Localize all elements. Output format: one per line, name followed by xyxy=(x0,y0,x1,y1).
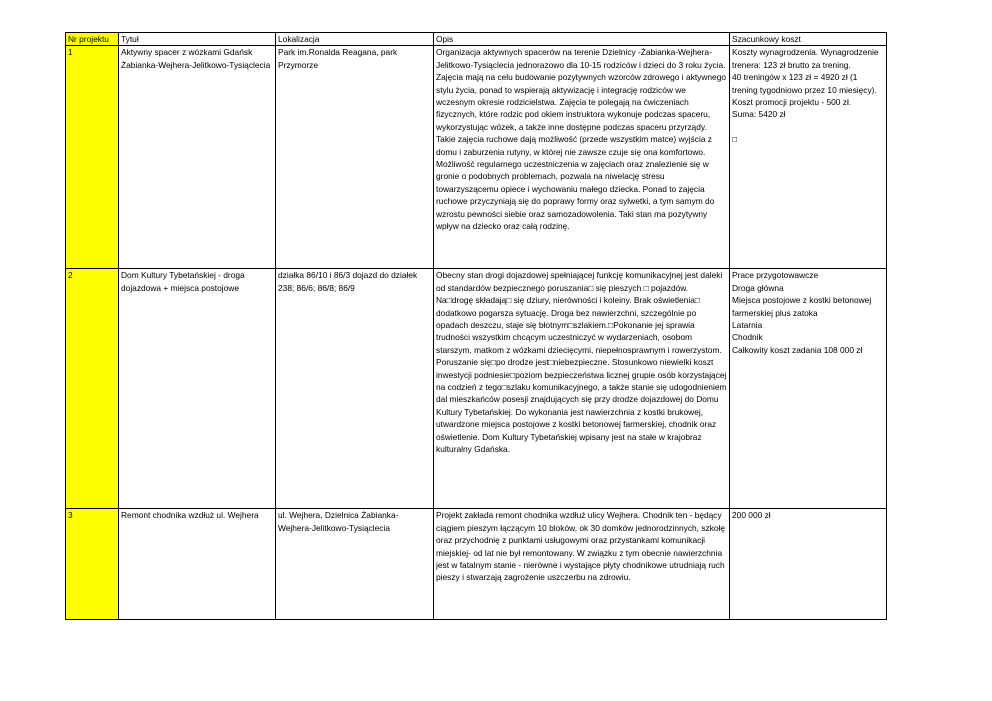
table-row xyxy=(66,509,887,620)
header-szacunkowy-koszt[interactable]: Szacunkowy koszt xyxy=(730,33,887,46)
cell-nr[interactable]: 2 xyxy=(66,269,119,509)
table-row xyxy=(66,269,887,509)
cell-cost[interactable]: 200 000 zł xyxy=(730,509,887,620)
cell-title[interactable]: Remont chodnika wzdłuż ul. Wejhera xyxy=(119,509,276,620)
header-tytul[interactable]: Tytuł xyxy=(119,33,276,46)
header-lokalizacja[interactable]: Lokalizacja xyxy=(276,33,434,46)
cell-location[interactable]: działka 86/10 i 86/3 dojazd do działek 238; 86/6; 86/8; 86/9 xyxy=(276,269,434,509)
table-row xyxy=(66,46,887,269)
cell-description[interactable]: Obecny stan drogi dojazdowej spełniającej funkcję komunikacyjnej jest daleki od standardów bezpiecznego poruszania□ się pieszych □ pojazdów. Na□drogę składają□ się dziury, nierówności i koleiny. Brak oświetlenia□ dodatkowo pogarsza sytuację. Droga bez nawierzchni, szczególnie po opadach deszczu, staje się błotnym□szlakiem.□Pokonanie jej sprawia trudności wszystkim chcącym uczestniczyć w wydarzeniach, osobom starszym, matkom z wózkami dziecięcymi, niepełnosprawnym i rowerzystom. Poruszanie się□po drodze jest□niebezpieczne. Stosunkowo niewielki koszt inwestycji podniesie□poziom bezpieczeństwa licznej grupie osób korzystającej na codzień z tego□szlaku komunikacyjnego, a także stanie się udogodnieniem dal mieszkańców posesji znajdujących się przy drodze dojazdowej do Domu Kultury Tybetańskiej. Do wykonania jest nawierzchnia z kostki brukowej, utwardzone miejsca postojowe z kostki betonowej farmerskiej, chodnik oraz oświetlenie. Dom Kultury Tybetańskiej wpisany jest na stałe w krajobraz kulturalny Gdańska. xyxy=(434,269,730,509)
cell-nr[interactable]: 3 xyxy=(66,509,119,620)
cell-description[interactable]: Projekt zakłada remont chodnika wzdłuż ulicy Wejhera. Chodnik ten - będący ciągiem pieszym łączącym 10 bloków, ok 30 domków jednorodzinnych, szkołę oraz przychodnię z punktami usługowymi oraz przystankami komunikacji miejskiej- od lat nie był remontowany. W związku z tym obecnie nawierzchnia jest w fatalnym stanie - nierówne i wystające płyty chodnikowe utrudniają ruch pieszy i stwarzają zagrożenie uszczerbu na zdrowiu. xyxy=(434,509,730,620)
projects-table xyxy=(65,32,887,620)
cell-nr[interactable]: 1 xyxy=(66,46,119,269)
cell-cost[interactable]: Prace przygotowawcze Droga główna Miejsca postojowe z kostki betonowej farmerskiej plus zatoka Latarnia Chodnik Całkowity koszt zadania 108 000 zł xyxy=(730,269,887,509)
cell-description[interactable]: Organizacja aktywnych spacerów na terenie Dzielnicy -Żabianka-Wejhera-Jelitkowo-Tysiąclecia jednorazowo dla 10-15 rodziców i dzieci do 3 roku życia. Zajęcia mają na celu budowanie pozytywnych wzorców zdrowego i aktywnego stylu życia, ponad to wspierają aktywizację i integrację rodziców we wczesnym okresie rodzicielstwa. Zajęcia te polegają na ćwiczeniach fizycznych, które rodzic pod okiem instruktora wykonuje podczas spaceru, wykorzystując wózek, a także inne dostępne podczas spaceru przyrządy. Takie zajęcia ruchowe dają możliwość (przede wszystkim matce) wyjścia z domu i zaburzenia rutyny, w której nie zawsze czuje się ona komfortowo. Możliwość regularnego uczestniczenia w zajęciach oraz znalezienie się w gronie o podobnych problemach, pozwala na niwelację stresu towarzyszącemu opiece i wychowaniu małego dziecka. Ponad to zajęcia ruchowe przyczyniają się do poprawy formy oraz sylwetki, a tym samym do wzrostu pewności siebie oraz samozadowolenia. Taki stan ma pozytywny wpływ na dziecko oraz całą rodzinę. xyxy=(434,46,730,269)
cell-location[interactable]: Park im.Ronalda Reagana, park Przymorze xyxy=(276,46,434,269)
cell-title[interactable]: Aktywny spacer z wózkami Gdańsk Żabianka-Wejhera-Jelitkowo-Tysiąclecia xyxy=(119,46,276,269)
cell-cost[interactable]: Koszty wynagrodzenia. Wynagrodzenie trenera: 123 zł brutto za trening. 40 treningów x 123 zł = 4920 zł (1 trening tygodniowo przez 10 miesięcy). Koszt promocji projektu - 500 zł. Suma: 5420 zł □ xyxy=(730,46,887,269)
header-row xyxy=(66,33,887,46)
cell-title[interactable]: Dom Kultury Tybetańskiej - droga dojazdowa + miejsca postojowe xyxy=(119,269,276,509)
cell-location[interactable]: ul. Wejhera, Dzielnica Żabianka-Wejhera-Jelitkowo-Tysiąclecia xyxy=(276,509,434,620)
header-opis[interactable]: Opis xyxy=(434,33,730,46)
header-nr-projektu[interactable]: Nr projektu xyxy=(66,33,119,46)
